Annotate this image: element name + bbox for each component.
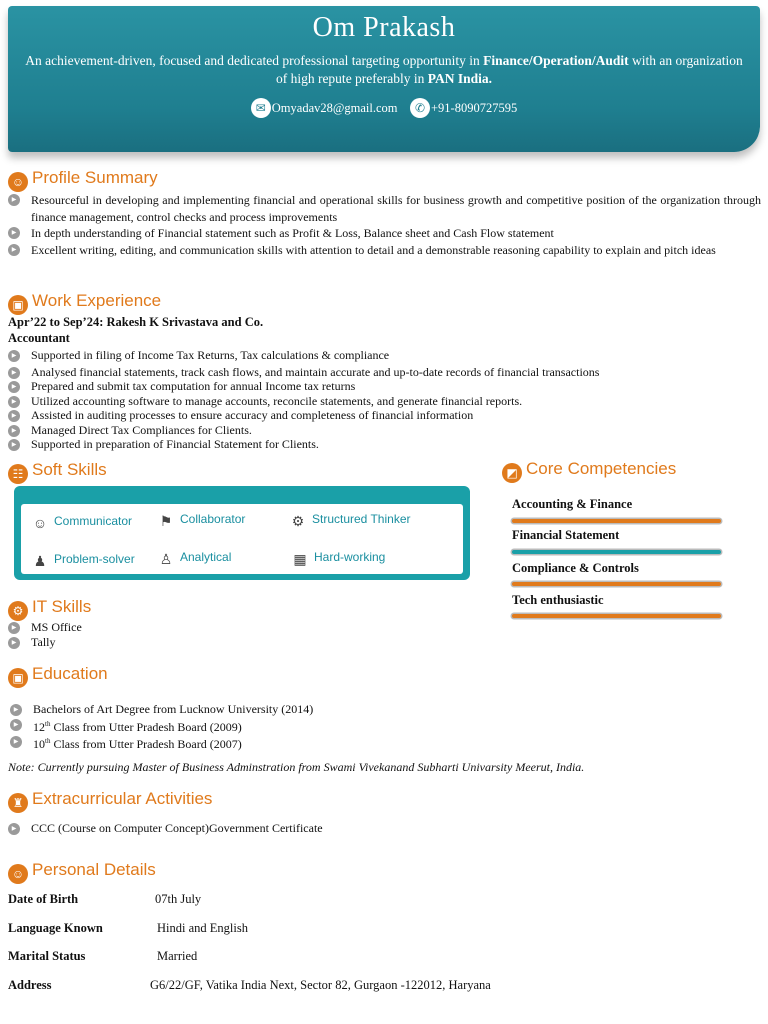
list-item: ▶ Managed Direct Tax Compliances for Clients. xyxy=(8,423,748,438)
list-item xyxy=(10,717,510,735)
list-item: ▶ In depth understanding of Financial statement such as Profit & Loss, Balance sheet and Cash Flow statement xyxy=(8,225,761,242)
calculator-icon: ▦ xyxy=(293,551,307,567)
address-label: Address xyxy=(8,978,52,992)
soft-skills-heading xyxy=(8,460,107,484)
phone-icon: ✆ xyxy=(410,98,430,118)
objective-text-2: with an organization of high repute preferably in xyxy=(275,53,743,86)
dob-value: 07th July xyxy=(155,892,202,906)
personal-details-heading xyxy=(8,860,156,884)
work-experience-list xyxy=(8,348,748,452)
address-value: G6/22/GF, Vatika India Next, Sector 82, Gurgaon -122012, Haryana xyxy=(150,978,491,992)
soft-skills-panel xyxy=(14,486,470,580)
skill-label: Analytical xyxy=(180,550,232,564)
skill-label: Collaborator xyxy=(180,512,246,526)
job-period-company: Apr’22 to Sep’24: Rakesh K Srivastava and Co. xyxy=(8,315,264,329)
section-title: Profile Summary xyxy=(32,168,158,187)
language-label: Language Known xyxy=(8,921,103,935)
list-item: ▶ CCC (Course on Computer Concept)Government Certificate xyxy=(8,821,508,836)
marital-value: Married xyxy=(157,949,198,963)
ordinal-suffix: th xyxy=(45,719,51,728)
list-item: ▶ Utilized accounting software to manage accounts, reconcile statements, and generate financial reports. xyxy=(8,394,748,409)
section-title: Core Competencies xyxy=(526,459,677,478)
head-gear-icon: ⚙ xyxy=(291,513,305,529)
person-icon: ☺ xyxy=(8,864,28,884)
presentation-icon: ☷ xyxy=(8,464,28,484)
extracurricular-list xyxy=(8,821,508,836)
section-title: Soft Skills xyxy=(32,460,107,479)
list-item: ▶ Supported in preparation of Financial Statement for Clients. xyxy=(8,437,748,452)
list-item: ▶ Excellent writing, editing, and communication skills with attention to detail and a demonstrable reasoning capability to explain and pitch ideas xyxy=(8,242,761,259)
skill-label: Hard-working xyxy=(314,550,386,564)
resume-header xyxy=(8,6,760,152)
dob-label: Date of Birth xyxy=(8,892,79,906)
section-title: Extracurricular Activities xyxy=(32,789,213,808)
competency-label: Compliance & Controls xyxy=(512,561,639,575)
job-role: Accountant xyxy=(8,331,70,345)
people-talking-icon: ☺ xyxy=(32,515,48,531)
phone-number[interactable]: +91-8090727595 xyxy=(431,100,518,115)
it-skills-list xyxy=(8,620,308,649)
profile-summary-heading xyxy=(8,168,158,192)
language-value: Hindi and English xyxy=(157,921,248,935)
envelope-icon: ✉ xyxy=(251,98,271,118)
briefcase-icon: ▣ xyxy=(8,295,28,315)
class-number: 12 xyxy=(33,719,45,734)
candidate-name: Om Prakash xyxy=(312,12,456,43)
section-title: Work Experience xyxy=(32,291,162,310)
section-title: Education xyxy=(32,664,108,683)
skill-collaborator xyxy=(155,512,245,533)
skill-communicator xyxy=(29,514,132,535)
work-experience-heading xyxy=(8,291,161,315)
skill-analytical xyxy=(155,550,231,571)
profile-summary-list xyxy=(8,192,761,258)
competency-bar xyxy=(512,614,721,618)
career-objective xyxy=(22,52,746,88)
teacher-icon: ♜ xyxy=(8,793,28,813)
education-list xyxy=(10,702,510,752)
profile-icon: ☺ xyxy=(8,172,28,192)
ordinal-suffix: th xyxy=(45,737,51,745)
extracurricular-heading xyxy=(8,789,212,813)
objective-location: PAN India. xyxy=(427,71,493,86)
competency-label: Tech enthusiastic xyxy=(512,593,604,607)
competency-label: Financial Statement xyxy=(512,528,620,542)
list-item: ▶ MS Office xyxy=(8,620,308,635)
skill-label: Communicator xyxy=(54,514,133,528)
education-text: Class from Utter Pradesh Board (2007) xyxy=(50,737,242,751)
soft-skills-grid xyxy=(21,504,463,574)
list-item: ▶ Analysed financial statements, track cash flows, and maintain accurate and up-to-date records of financial transactions xyxy=(8,365,748,380)
education-text: Class from Utter Pradesh Board (2009) xyxy=(50,719,242,734)
section-title: Personal Details xyxy=(32,860,156,879)
person-thinking-icon: ♙ xyxy=(159,551,173,567)
list-item: ▶ Bachelors of Art Degree from Lucknow University (2014) xyxy=(10,702,510,717)
class-number: 10 xyxy=(33,737,45,751)
competency-bar xyxy=(512,582,721,586)
competency-bar xyxy=(512,550,721,554)
it-skills-heading xyxy=(8,597,91,621)
marital-label: Marital Status xyxy=(8,949,86,963)
core-competencies-heading xyxy=(502,459,676,483)
chart-board-icon: ◩ xyxy=(502,463,522,483)
skill-hard-working xyxy=(289,550,385,571)
contact-row xyxy=(8,98,760,118)
competency-bar xyxy=(512,519,721,523)
email-link[interactable]: Omyadav28@gmail.com xyxy=(271,100,398,115)
team-icon: ♟ xyxy=(33,553,47,569)
skill-problem-solver xyxy=(29,552,135,573)
list-item: ▶ Supported in filing of Income Tax Returns, Tax calculations & compliance xyxy=(8,348,748,363)
list-item: ▶ Tally xyxy=(8,635,308,650)
gears-icon: ⚙ xyxy=(8,601,28,621)
section-title: IT Skills xyxy=(32,597,92,616)
objective-text: An achievement-driven, focused and dedicated professional targeting opportunity in xyxy=(25,53,484,68)
list-item: ▶ Resourceful in developing and implementing financial and operational skills for business growth and competitive position of the organization through finance management, control checks and process improvements xyxy=(8,192,761,225)
list-item: ▶ Prepared and submit tax computation for annual Income tax returns xyxy=(8,379,748,394)
whiteboard-team-icon: ⚑ xyxy=(159,513,173,529)
education-note: Note: Currently pursuing Master of Business Adminstration from Swami Vivekanand Subharti Univarsity Meerut, India. xyxy=(8,760,585,774)
list-item xyxy=(10,734,510,752)
competency-label: Accounting & Finance xyxy=(512,497,633,511)
skill-label: Structured Thinker xyxy=(312,512,411,526)
objective-domain: Finance/Operation/Audit xyxy=(483,53,629,68)
skill-label: Problem-solver xyxy=(54,552,135,566)
graduation-icon: ▣ xyxy=(8,668,28,688)
list-item: ▶ Assisted in auditing processes to ensure accuracy and completeness of financial information xyxy=(8,408,748,423)
education-heading xyxy=(8,664,108,688)
skill-structured-thinker xyxy=(287,512,411,533)
